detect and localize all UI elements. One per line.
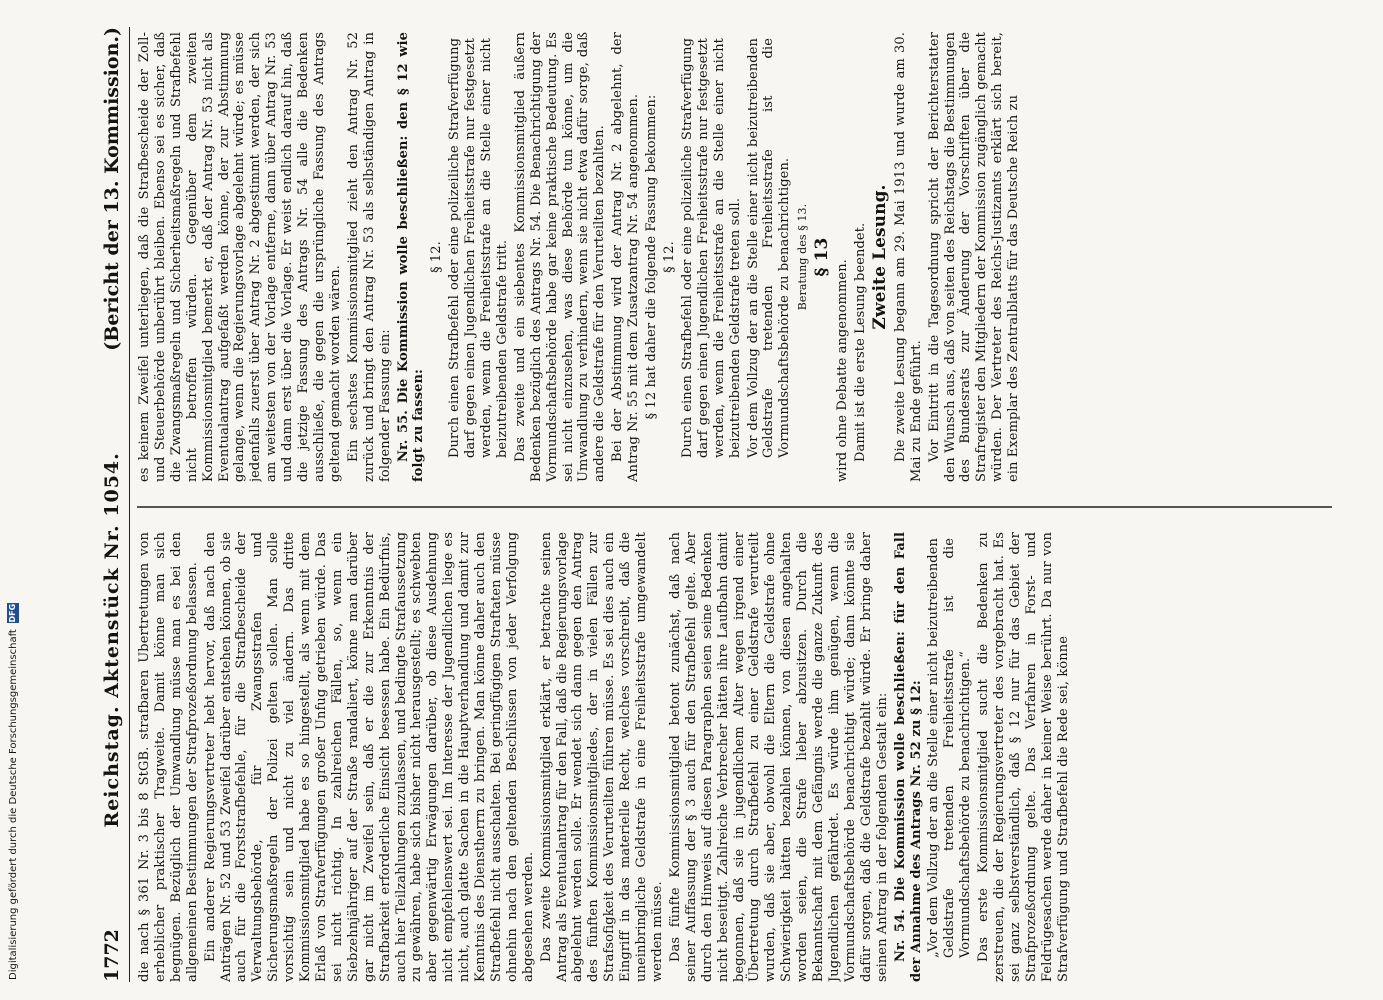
page-number: 1772 [101, 929, 123, 982]
deliberation-heading: Beratung des § 13. [796, 203, 810, 311]
reading-heading: Zweite Lesung. [869, 184, 890, 330]
paragraph: Das zweite und ein siebentes Kommissionsmitglied äußern Bedenken bezüglich des Antrags Nr. 54. Die Benachrichtigung der Vormundschaftsbehörde habe gar keine praktische Bedeutung. Es sei nicht einzusehen, was diese Behörde tun könne, um die Umwandlung zu verhindern, wenn sie nicht etwa dafür sorge, daß andere die Geldstrafe für den Verurteilten bezahlten. [512, 32, 608, 482]
paragraph: Das erste Kommissionsmitglied sucht die Bedenken zu zerstreuen, die der Regierungsvertreter des vorgebracht hat. Es sei ganz selbstverständlich, daß § 12 nur für das Gebiet der Strafprozeßordnung gelte. Das Verfahren in Forst- und Feldrügesachen werde daher in keiner Weise berührt. Da nur von Strafverfügung und Strafbefehl die Rede sei, könne [976, 532, 1071, 982]
right-column [137, 32, 1337, 482]
paragraph: wird ohne Debatte angenommen. [835, 259, 851, 482]
section-heading: § 12. [429, 241, 445, 273]
left-column [137, 532, 1337, 982]
section-text: Durch einen Strafbefehl oder eine polizeiliche Strafverfügung darf gegen einen Jugendlichen Freiheitsstrafe nur festgesetzt werden, wenn die Freiheitsstrafe an die Stelle einer nicht beizutreibenden Geldstrafe treten soll. [679, 38, 743, 458]
paragraph: Vor Eintritt in die Tagesordnung spricht der Berichterstatter den Wunsch aus, daß von seiten des Reichstags die Bestimmungen des Bundesrats zur Änderung der Vorschriften über die Strafregister den Mitgliedern der Kommission zugänglich gemacht würden. Der Vertreter des Reichs-Justizamts erklärt sich bereit, ein Exemplar des Zentralblatts für das Deutsche Reich zu [926, 32, 1022, 482]
paragraph: § 12 hat daher die folgende Fassung bekommen: [644, 94, 660, 420]
dfg-logo: DFG [8, 603, 17, 623]
digitization-credit [6, 603, 20, 980]
quoted-text: „Vor dem Vollzug der an die Stelle einer nicht beizutreibenden Geldstrafe tretenden Freiheitsstrafe ist die Vormundschaftsbehörde zu benachrichtigen.“ [926, 538, 974, 958]
motion-heading: Nr. 55. Die Kommission wolle beschließen: den § 12 wie folgt zu fassen: [395, 32, 427, 482]
credit-text: Digitalisierung gefördert durch die Deutsche Forschungsgemeinschaft [7, 629, 19, 980]
page-header [95, 27, 130, 982]
paragraph: Das fünfte Kommissionsmitglied betont zunächst, daß nach seiner Auffassung der § 3 auch für den Strafbefehl gelte. Aber durch den Hinweis auf diesen Paragraphen seien seine Bedenken nicht beseitigt. Zahlreiche Verbrecher hätten ihre Laufbahn damit begonnen, daß sie in jugendlichem Alter wegen irgend einer Übertretung durch Strafbefehl zu einer Geldstrafe verurteilt wurden, daß sie aber, obwohl die Eltern die Geldstrafe ohne Schwierigkeit hätten bezahlen können, von diesen angehalten worden seien, die Strafe lieber abzusitzen. Durch die Bekanntschaft mit dem Gefängnis werde die ganze Zukunft des Jugendlichen gefährdet. Es würde ihm genügen, wenn die Vormundschaftsbehörde benachrichtigt würde; dann könnte sie dafür sorgen, daß die Geldstrafe bezahlt würde. Er bringe daher seinen Antrag in der folgenden Gestalt ein: [667, 532, 890, 982]
paragraph: Damit ist die erste Lesung beendet. [852, 222, 868, 462]
page-title: Reichstag. Aktenstück Nr. 1054. [101, 452, 123, 828]
page-subtitle: (Bericht der 13. Kommission.) [101, 27, 123, 351]
paragraph: es keinem Zweifel unterliegen, daß die Strafbescheide der Zoll- und Steuerbehörde unberührt bleiben. Ebenso sei es sicher, daß die Zwangsmaßregeln und Sicherheitsmaßregeln und Strafbefehl nicht betroffen würden. Gegenüber dem zweiten Kommissionsmitglied bemerkt er, daß der Antrag Nr. 53 nicht als Eventualantrag aufgefaßt werden könne, der zur Abstimmung gelange, wenn die Regierungsvorlage abgelehnt würde; es müsse jedenfalls zuerst über Antrag Nr. 2 abgestimmt werden, der sich am weitesten von der Vorlage entferne, dann über Antrag Nr. 53 und dann erst über die Vorlage. Er weist endlich darauf hin, daß die jetzige Fassung des Antrags Nr. 54 alle die Bedenken ausschließe, die gegen die ursprüngliche Fassung des Antrags geltend gemacht worden wären. [137, 32, 343, 482]
paragraph: Bei der Abstimmung wird der Antrag Nr. 2 abgelehnt, der Antrag Nr. 55 mit dem Zusatzantrag Nr. 54 angenommen. [610, 32, 642, 482]
paragraph: Ein sechstes Kommissionsmitglied zieht den Antrag Nr. 52 zurück und bringt den Antrag Nr. 53 als selbständigen Antrag in folgender Fassung ein: [345, 32, 393, 482]
column-divider [137, 507, 1332, 509]
paragraph: Ein anderer Regierungsvertreter hebt hervor, daß nach den Anträgen Nr. 52 und 53 Zweifel darüber entstehen können, ob sie auch für die Forststrafbefehle, für die Strafbescheide der Verwaltungsbehörde, für Zwangsstrafen und Sicherungsmaßregeln der Polizei gelten sollen. Man solle vorsichtig sein und nicht zu viel ändern. Das dritte Kommissionsmitglied habe es so hingestellt, als wenn mit dem Erlaß von Strafverfügungen großer Unfug getrieben würde. Das sei nicht richtig. In zahlreichen Fällen, so, wenn ein Siebzehnjähriger auf der Straße randaliert, könne man darüber gar nicht im Zweifel sein, daß er die zur Erkenntnis der Strafbarkeit erforderliche Einsicht besessen habe. Ein Bedürfnis, auch hier Teilzahlungen zuzulassen, und bedingte Strafaussetzung zu gewähren, habe sich bisher nicht herausgestellt; es schwebten aber gegenwärtig Erwägungen darüber, ob diese Ausdehnung nicht empfehlenswert sei. Im Interesse der Jugendlichen liege es nicht, auch glatte Sachen in die Hauptverhandlung und damit zur Kenntnis des Dienstherrn zu bringen. Man könne daher auch den Strafbefehl nicht ausschalten. Bei geringfügigen Straftaten müsse ohnehin nach den geltenden Beschlüssen von jeder Verfolgung abgesehen werden. [202, 532, 536, 982]
section-text: Durch einen Strafbefehl oder eine polizeiliche Strafverfügung darf gegen einen Jugendlichen Freiheitsstrafe nur festgesetzt werden, wenn die Freiheitsstrafe an die Stelle einer nicht beizutreibenden Geldstrafe tritt. [447, 38, 510, 458]
paragraph: Das zweite Kommissionsmitglied erklärt, er betrachte seinen Antrag als Eventualantrag für den Fall, daß die Regierungsvorlage abgelehnt werden solle. Er wendet sich dann gegen den Antrag des fünften Kommissionsmitgliedes, der in vielen Fällen zur Strafsofigkeit des Verurteilten führen müsse. Es sei dies auch ein Eingriff in das materielle Recht, welches vorschreibt, daß die uneinbringliche Geldstrafe in eine Freiheitsstrafe umgewandelt werden müsse. [538, 532, 665, 982]
paragraph: die nach § 361 Nr. 3 bis 8 StGB. strafbaren Übertretungen von erheblicher praktischer Tragweite. Damit könne man sich begnügen. Bezüglich der Umwandlung müsse man es bei den allgemeinen Bestimmungen der Strafprozeßordnung belassen. [137, 532, 200, 982]
document-page [95, 27, 1345, 982]
paragraph: Die zweite Lesung begann am 29. Mai 1913 und wurde am 30. Mai zu Ende geführt. [892, 32, 924, 482]
section-heading: § 12. [662, 241, 677, 273]
section-heading: § 13 [812, 237, 833, 277]
section-text: Vor dem Vollzug der an die Stelle einer nicht beizutreibenden Geldstrafe tretenden Freiheitsstrafe ist die Vormundschaftsbehörde zu benachrichtigen. [745, 38, 793, 458]
motion-heading: Nr. 54. Die Kommission wolle beschließen: für den Fall der Annahme des Antrags Nr. 52 zu § 12: [892, 532, 924, 982]
